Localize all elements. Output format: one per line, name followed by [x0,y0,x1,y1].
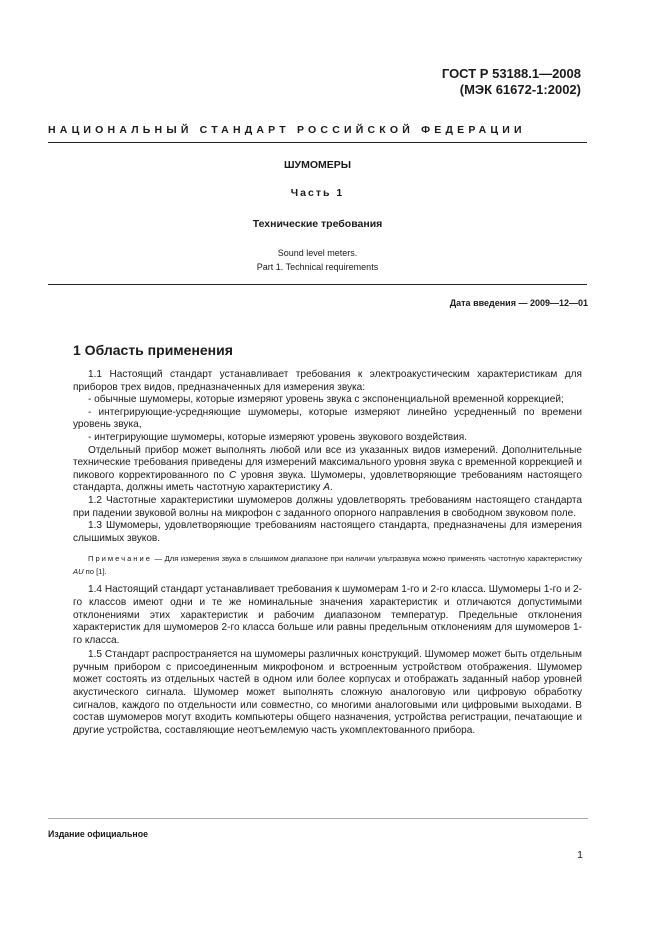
iec-number: (МЭК 61672-1:2002) [459,82,581,97]
top-divider [48,142,587,143]
english-title-line2: Part 1. Technical requirements [256,262,379,272]
note: Примечание — Для измерения звука в слышимом диапазоне при наличии ультразвука можно применять частотную характеристику AU по [1]. [73,554,582,576]
standard-number: ГОСТ Р 53188.1—2008 [441,66,581,81]
paragraph-1-2: 1.2 Частотные характеристики шумомеров должны удовлетворять требованиям настоящего стандарта при падении звуковой волны на микрофон с заданного опорного направления в свободном звуковом поле. [73,494,582,519]
section-heading: 1 Область применения [73,342,233,358]
paragraph-measurements: Отдельный прибор может выполнять любой или все из указанных видов измерений. Дополнительные технические требования приведены для измерений максимального уровня звука с временной коррекцией и пикового корректированного по С уровня звука. Шумомеры, удовлетворяющие требованиям настоящего стандарта, должны иметь частотную характеристику А. [73,444,582,494]
document-subtitle: Технические требования [252,218,383,230]
list-item: - интегрирующие шумомеры, которые измеряют уровень звукового воздействия. [88,431,468,443]
paragraph-1-1: 1.1 Настоящий стандарт устанавливает требования к электроакустическим характеристикам для приборов трех видов, предназначенных для измерения звука: [73,369,582,393]
introduction-date: Дата введения — 2009—12—01 [449,298,588,308]
document-title: ШУМОМЕРЫ [283,159,352,171]
list-item: - обычные шумомеры, которые измеряют уровень звука с экспоненциальной временной коррекцией; [88,394,564,406]
edition-label: Издание официальное [48,829,148,839]
english-title-line1: Sound level meters. [277,248,358,258]
paragraph-1-4: 1.4 Настоящий стандарт устанавливает требования к шумомерам 1-го и 2-го класса. Шумомеры 1-го и 2-го классов имеют одни и те же номинальные значения характеристик и отличаются допустимыми отклонениями этих характеристик и рабочим диапазоном температур. Предельные отклонения характеристик для шумомеров 2-го класса больше или равны предельным отклонениям для шумомеров 1-го класса. [73,584,582,646]
national-standard-title: НАЦИОНАЛЬНЫЙ СТАНДАРТ РОССИЙСКОЙ ФЕДЕРАЦИИ [48,124,526,136]
section-body [73,369,582,737]
paragraph-1-3: 1.3 Шумомеры, удовлетворяющие требованиям настоящего стандарта, предназначены для измерения слышимых звуков. [73,520,582,544]
note-label: Примечание [88,554,152,564]
page-number: 1 [577,849,583,861]
part-label: Часть 1 [290,187,345,199]
bottom-divider [48,284,587,285]
list-item: - интегрирующие-усредняющие шумомеры, которые измеряют линейно усредненный по времени уровень звука, [73,406,582,431]
paragraph-1-5: 1.5 Стандарт распространяется на шумомеры различных конструкций. Шумомер может быть отдельным ручным прибором с присоединенным микрофоном и встроенным устройством отображения. Шумомер может состоять из отдельных частей в одном или более корпусах и отображать заданный набор уровней акустического сигнала. Шумомер может выполнять сложную аналоговую или цифровую обработку сигналов, каждого по отдельности или совместно, со многими аналоговыми или цифровыми выходами. В состав шумомеров могут входить компьютеры общего назначения, устройства регистрации, печатающие и другие устройства, составляющие неотъемлемую часть укомплектованного прибора. [73,649,582,736]
footer-divider [48,818,588,819]
